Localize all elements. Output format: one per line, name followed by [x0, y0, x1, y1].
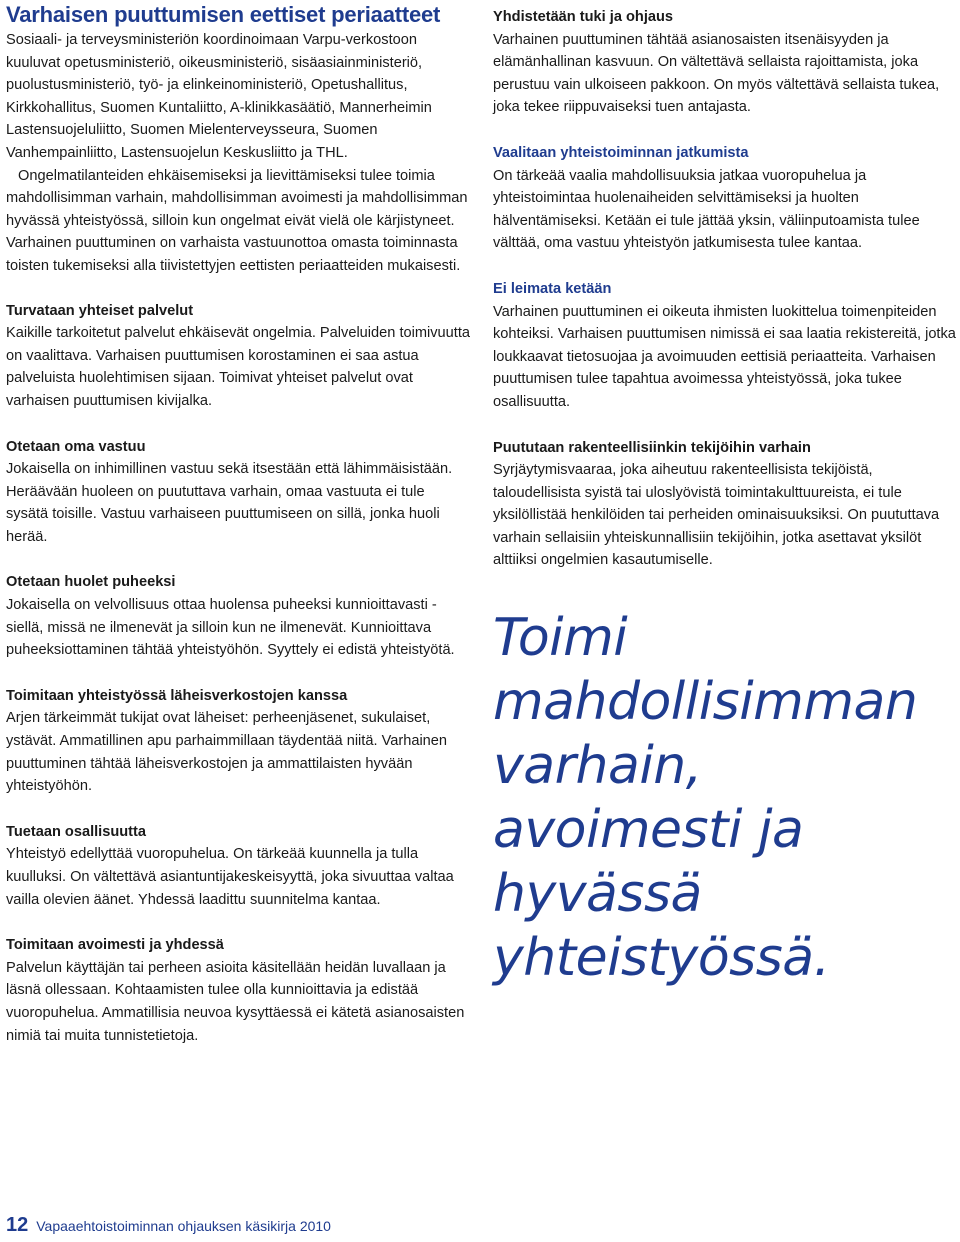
footer-publication-title: Vapaaehtoistoiminnan ohjauksen käsikirja 2010 [36, 1218, 331, 1234]
section-shared-services [6, 300, 470, 413]
section-heading: Otetaan huolet puheeksi [6, 574, 176, 591]
section-heading: Ei leimata ketään [493, 280, 612, 297]
section-heading: Tuetaan osallisuutta [6, 823, 147, 840]
section-body: Jokaisella on inhimillinen vastuu sekä itsestään että lähimmäisistään. Heräävään huoleen on puututtava varhain, omaa vastuuta ei tule sysätä toisille. Vastuu varhaiseen puuttumiseen on sillä, jonka huoli herää. [6, 461, 453, 545]
section-heading: Otetaan oma vastuu [6, 438, 146, 455]
section-heading: Toimitaan yhteistyössä läheisverkostojen kanssa [6, 687, 348, 704]
section-own-responsibility [6, 436, 470, 549]
left-column [6, 4, 470, 1047]
section-heading: Toimitaan avoimesti ja yhdessä [6, 937, 224, 954]
section-openness [6, 934, 470, 1047]
intro-paragraph: Sosiaali- ja terveysministeriön koordinoimaan Varpu-verkostoon kuuluvat opetusministeriö, oikeusministeriö, sisäasiainministeriö, puolustusministeriö, työ- ja elinkeinoministeriö, Opetushallitus, Kirkkohallitus, Suomen Kuntaliitto, A-klinikkasäätiö, Mannerheimin Lastensuojeluliitto, Suomen Mielenterveysseura, Suomen Vanhempainliitto, Lastensuojelun Keskusliitto ja THL. [6, 32, 432, 161]
section-talk-about-worries [6, 571, 470, 661]
section-continuity [493, 142, 957, 255]
section-heading: Puututaan rakenteellisiinkin tekijöihin varhain [493, 439, 811, 456]
section-body: Varhainen puuttuminen tähtää asianosaisten itsenäisyyden ja elämänhallinan kasvuun. On vältettävä sellaista rajoittamista, joka perustuu vain ulkoiseen pakkoon. On myös vältettävä sellaista tukea, joka tekee riippuvaiseksi tuen antajasta. [493, 31, 940, 116]
section-heading: Yhdistetään tuki ja ohjaus [493, 9, 674, 25]
section-structural-factors [493, 437, 957, 573]
right-column [493, 6, 957, 572]
section-no-labeling [493, 278, 957, 414]
pull-quote: Toimi mahdollisimman varhain, avoimesti ja hyvässä yhteistyössä. [493, 608, 918, 988]
section-close-networks [6, 685, 470, 798]
section-body: Kaikille tarkoitetut palvelut ehkäisevät ongelmia. Palveluiden toimivuutta on vaalittava. Varhaisen puuttumisen korostaminen ei saa astua palveluista huolehtimisen sijaan. Toimivat yhteiset palvelut ovat varhaisen puuttumisen kivijalka. [6, 325, 471, 409]
section-support-guidance [493, 6, 957, 119]
section-body: On tärkeää vaalia mahdollisuuksia jatkaa vuoropuhelua ja yhteistoimintaa huolenaiheiden selvittämiseksi ja huolten hälventämiseksi. Ketään ei tule jättää yksin, väliinputoamista tulee välttää, oma vastuu yhteistyön jatkumisesta tulee kantaa. [493, 167, 920, 252]
section-body: Yhteistyö edellyttää vuoropuhelua. On tärkeää kuunnella ja tulla kuulluksi. On vältettävä asiantuntijakeskeisyyttä, joka sivuuttaa valtaa vailla olevien äänet. Yhdessä laadittu suunnitelma kantaa. [6, 846, 454, 908]
intro-paragraph-2: Ongelmatilanteiden ehkäisemiseksi ja lievittämiseksi tulee toimia mahdollisimman varhain, mahdollisimman avoimesti ja mahdollisimman hyvässä yhteistyössä, silloin kun ongelmat eivät vielä ole kärjistyneet. Varhainen puuttuminen on varhaista vastuunottoa omasta toiminnasta toisten tukemiseksi alla tiivistettyjen eettisten periaatteiden mukaisesti. [6, 167, 468, 274]
section-body: Jokaisella on velvollisuus ottaa huolensa puheeksi kunnioittavasti - siellä, missä ne ilmenevät ja silloin kun ne ilmenevät. Kunnioittava puheeksiottaminen tähtää yhteistyöhön. Syyttely ei edistä yhteistyötä. [6, 597, 455, 659]
section-body: Syrjäytymisvaaraa, joka aiheutuu rakenteellisista tekijöistä, taloudellisista syistä tai uloslyövistä toimintakulttuureista, ei tule yksilöllistää henkilöiden tai perheiden ominaisuuksiksi. On puututtava varhain sellaisiin yhteiskunnallisiin tekijöihin, jotka asettavat yksilöt alttiiksi ongelmien kasautumiselle. [493, 462, 940, 569]
section-body: Varhainen puuttuminen ei oikeuta ihmisten luokittelua toimenpiteiden kohteiksi. Varhaisen puuttumisen nimissä ei saa laatia rekistereitä, jotka loukkaavat tietosuojaa ja avoimuuden eettisiä periaatteita. Varhaisen puuttumisen tulee tapahtua avoimessa yhteistyössä, joka tukee osallisuutta. [493, 303, 956, 410]
page-title: Varhaisen puuttumisen eettiset periaatteet [6, 2, 441, 27]
section-heading: Turvataan yhteiset palvelut [6, 302, 194, 319]
section-participation [6, 821, 470, 911]
section-body: Palvelun käyttäjän tai perheen asioita käsitellään heidän luvallaan ja läsnä ollessaan. Kohtaamisten tulee olla kunnioittavia ja edistää vuoropuhelua. Ammatillisia neuvoa kysyttäessä ei kätetä asianosaisten nimiä tai muita tunnistetietoja. [6, 959, 465, 1044]
section-body: Arjen tärkeimmät tukijat ovat läheiset: perheenjäsenet, sukulaiset, ystävät. Ammatillinen apu parhaimmillaan täydentää niitä. Varhainen puuttuminen tähtää läheisverkostojen ja ammattilaisten hyvään yhteistyöhön. [6, 710, 448, 795]
section-heading: Vaalitaan yhteistoiminnan jatkumista [493, 144, 749, 161]
page-footer [6, 1214, 331, 1240]
page-number: 12 [6, 1214, 29, 1236]
